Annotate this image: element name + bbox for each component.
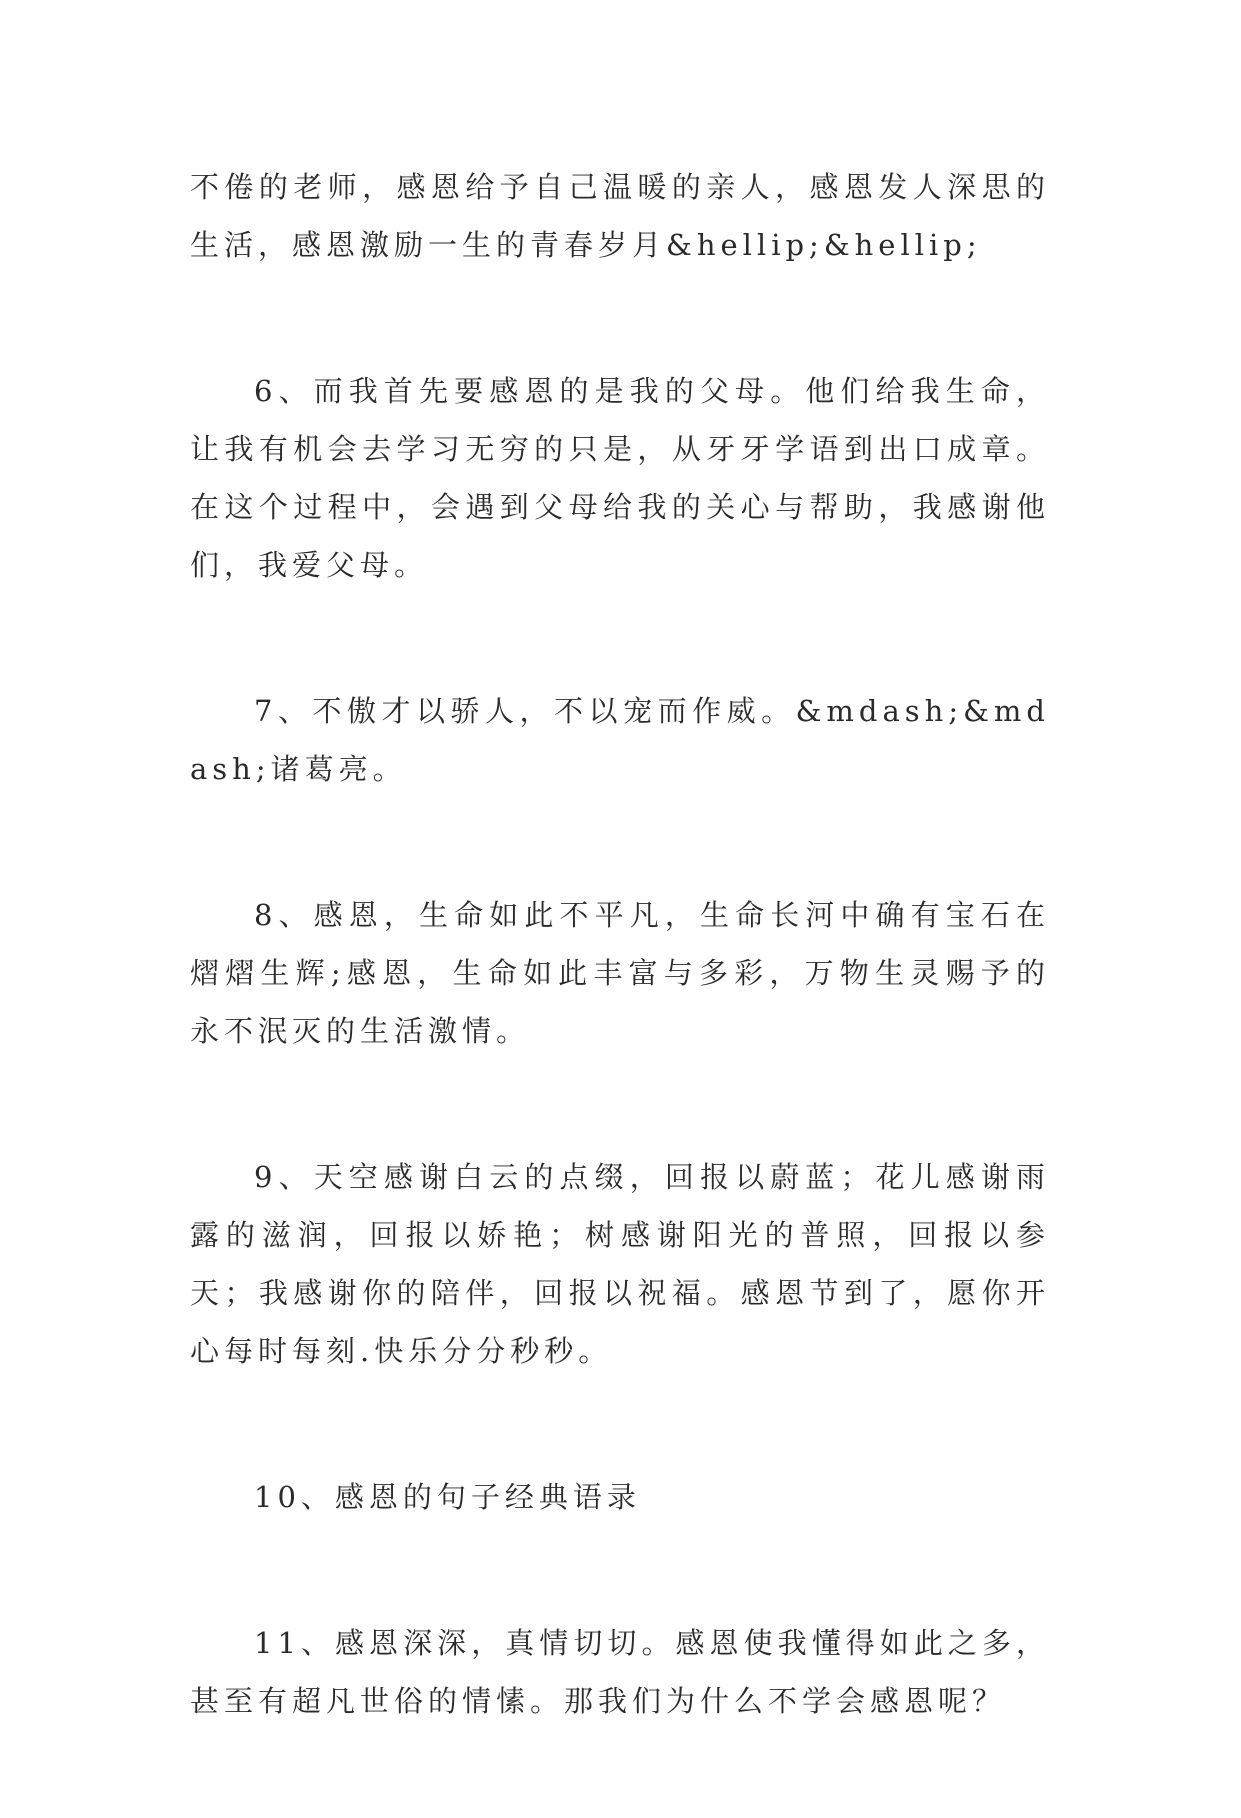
paragraph-item-6: 6、而我首先要感恩的是我的父母。他们给我生命，让我有机会去学习无穷的只是，从牙牙学语到出口成章。在这个过程中，会遇到父母给我的关心与帮助，我感谢他们，我爱父母。 [190, 374, 1050, 582]
paragraph-item-8: 8、感恩，生命如此不平凡，生命长河中确有宝石在熠熠生辉;感恩，生命如此丰富与多彩，万物生灵赐予的永不泯灭的生活激情。 [190, 898, 1050, 1048]
paragraph-item-11: 11、感恩深深，真情切切。感恩使我懂得如此之多，甚至有超凡世俗的情愫。那我们为什么不学会感恩呢？ [190, 1626, 1050, 1718]
paragraph-item-10: 10、感恩的句子经典语录 [254, 1480, 641, 1514]
document-body [190, 158, 1050, 1818]
paragraph-item-7: 7、不傲才以骄人，不以宠而作威。&mdash;&mdash;诸葛亮。 [190, 694, 1050, 786]
paragraph-continuation: 不倦的老师，感恩给予自己温暖的亲人，感恩发人深思的生活，感恩激励一生的青春岁月&hellip;&hellip; [190, 170, 1050, 262]
paragraph-item-9: 9、天空感谢白云的点缀，回报以蔚蓝；花儿感谢雨露的滋润，回报以娇艳；树感谢阳光的普照，回报以参天；我感谢你的陪伴，回报以祝福。感恩节到了，愿你开心每时每刻.快乐分分秒秒。 [190, 1160, 1050, 1368]
